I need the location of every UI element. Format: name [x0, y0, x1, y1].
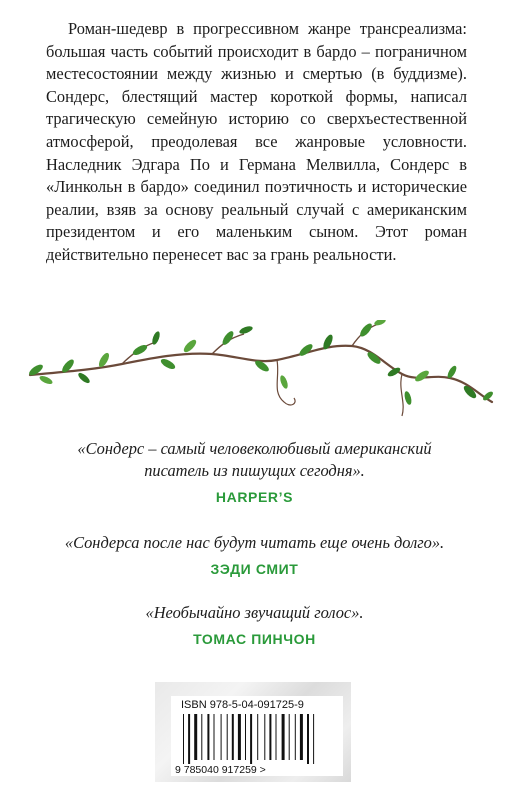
quote-source: ЗЭДИ СМИТ: [210, 561, 299, 577]
barcode-stripe: [232, 714, 234, 760]
quote-thomas-pynchon: [0, 602, 509, 647]
leaf: [238, 325, 253, 335]
leaf: [77, 371, 92, 385]
barcode-stripe: [183, 714, 184, 764]
barcode-stripe: [289, 714, 290, 760]
quote-source: ТОМАС ПИНЧОН: [193, 631, 316, 647]
barcode-stripe: [201, 714, 202, 760]
barcode: [171, 696, 343, 776]
barcode-stripe: [227, 714, 228, 760]
barcode-panel: [155, 682, 351, 782]
vine-drop: [401, 374, 403, 416]
isbn-label: ISBN 978-5-04-091725-9: [181, 699, 304, 711]
barcode-stripe: [269, 714, 271, 760]
leaf: [403, 390, 412, 405]
barcode-stripe: [257, 714, 258, 760]
barcode-stripe: [300, 714, 303, 760]
book-description: Роман-шедевр в прогрессивном жанре трансреализма: большая часть событий происходит в бардо – пограничном местесостоянии между жизнью и смертью (в буддизме). Сондерс, блестящий мастер короткой формы, написал трагическую семейную историю со сверхъестественной атмосферой, преодолевая все жанровые условности. Наследник Эдгара По и Германа Мелвилла, Сондерс в «Линкольн в бардо» соединил поэтичность и исторические реалии, взяв за основу реальный случай с американским президентом и его маленьким сыном. Этот роман действительно перенесет вас за грань реальности.: [46, 19, 467, 264]
quote-text: «Необычайно звучащий голос».: [145, 603, 364, 622]
leaf: [131, 343, 148, 357]
barcode-stripe: [238, 714, 241, 760]
barcode-bars: [171, 696, 343, 776]
barcode-stripe: [250, 714, 252, 764]
quote-text-continued: писатель из пишущих сегодня».: [144, 461, 365, 480]
leaf-group: [27, 320, 494, 406]
quote-zadie-smith: [0, 532, 509, 577]
leaf: [413, 369, 430, 384]
barcode-stripe: [276, 714, 277, 760]
barcode-stripe: [188, 714, 190, 764]
barcode-stripe: [214, 714, 215, 760]
quote-harpers: [0, 438, 509, 505]
barcode-stripe: [313, 714, 314, 764]
barcode-stripe: [221, 714, 222, 760]
barcode-stripe: [282, 714, 285, 760]
leaf: [159, 357, 176, 371]
barcode-stripe: [307, 714, 309, 764]
barcode-stripe: [194, 714, 197, 760]
quote-text: «Сондерса после нас будут читать еще очень долго».: [64, 533, 445, 552]
barcode-digits: 9 785040 917259 >: [175, 764, 266, 776]
barcode-stripe: [245, 714, 246, 760]
vine-illustration: [22, 320, 498, 435]
leaf: [182, 338, 198, 354]
leaf: [279, 374, 289, 389]
leaf: [38, 374, 53, 385]
barcode-stripe: [264, 714, 265, 760]
barcode-stripe: [295, 714, 296, 760]
quote-text: «Сондерс – самый человеколюбивый американский: [77, 439, 432, 458]
barcode-stripe: [207, 714, 209, 760]
quote-source: HARPER’S: [215, 489, 294, 505]
